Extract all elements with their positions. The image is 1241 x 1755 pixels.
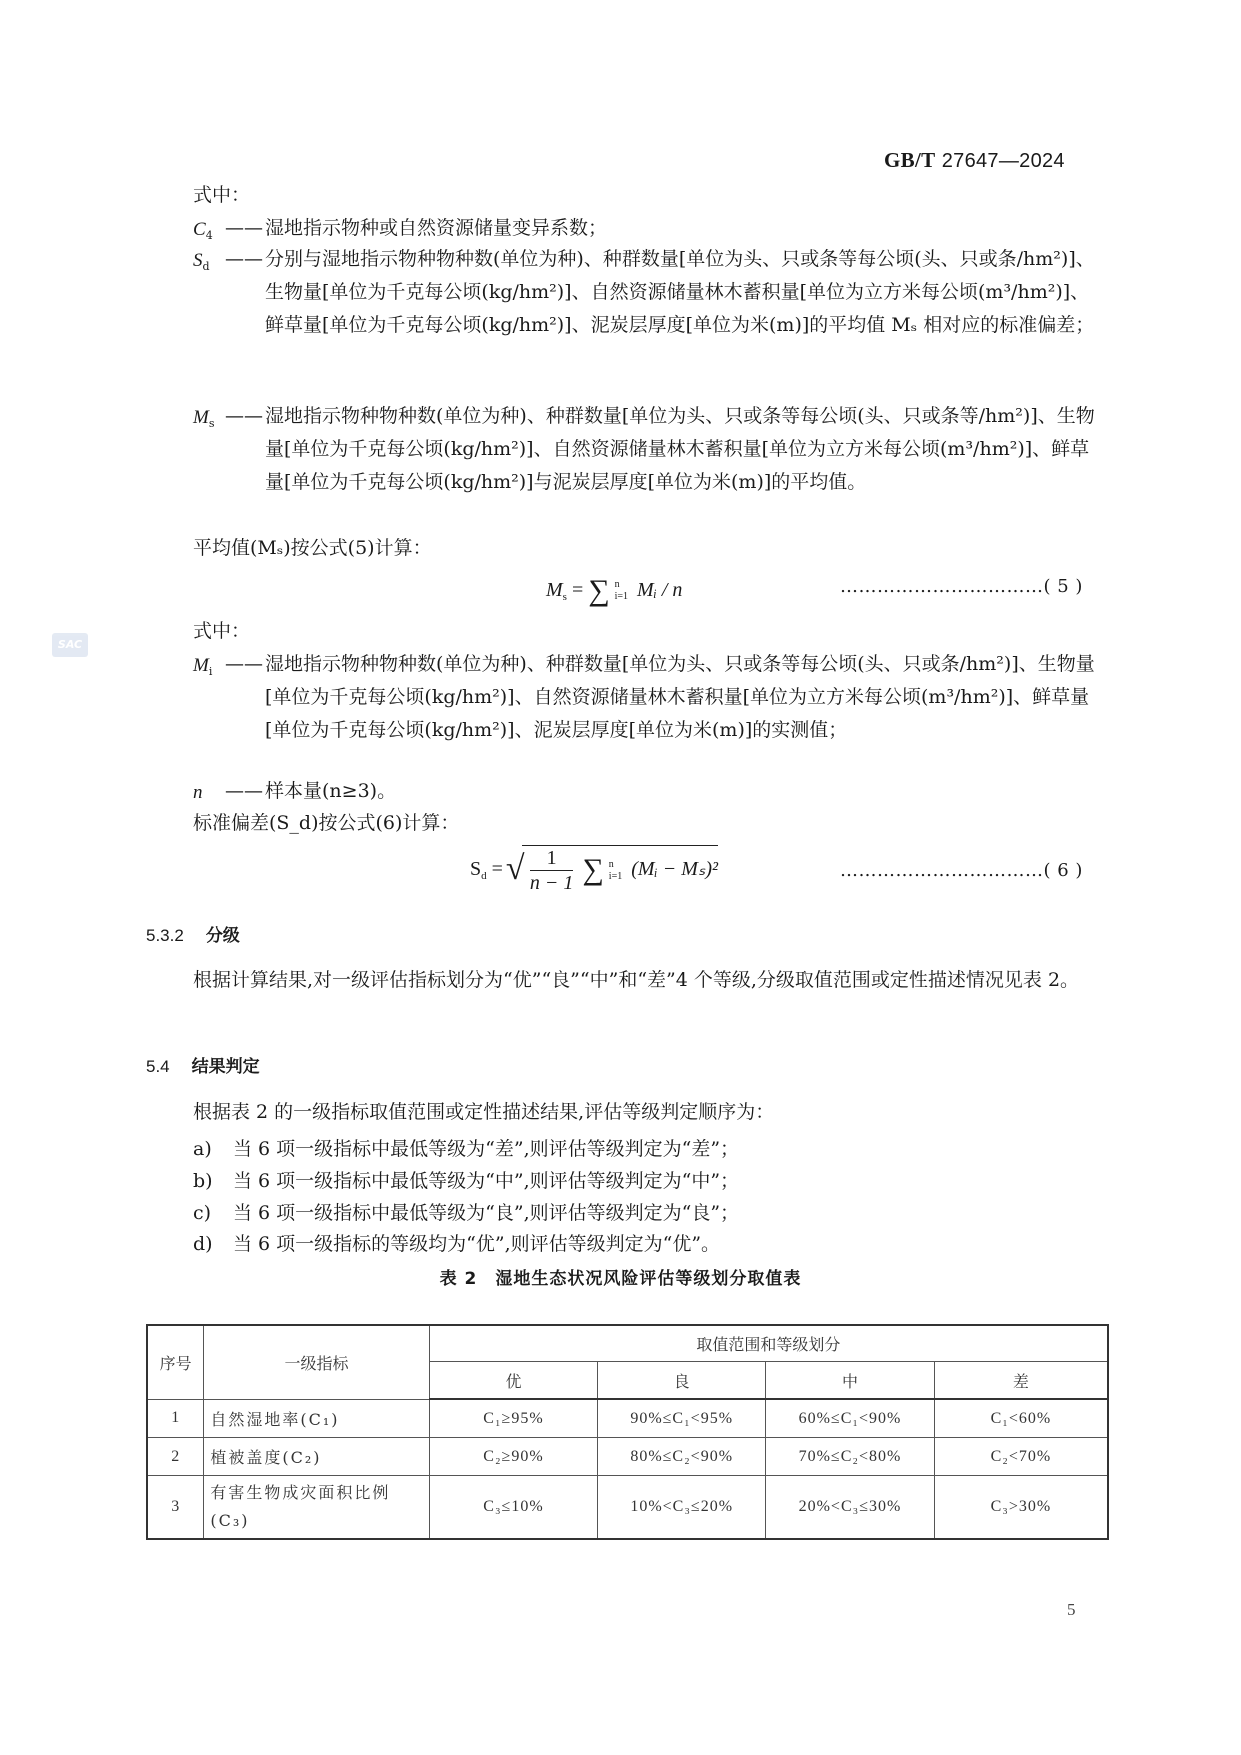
list-item: b) 当 6 项一级指标中最低等级为“中”,则评估等级判定为“中”； bbox=[193, 1170, 740, 1192]
formula-6: $S_d$ = √ $\frac{1}{n - 1}$ ∑ n i=1 (Mᵢ − Mₛ)² bbox=[470, 847, 718, 894]
list-item: c) 当 6 项一级指标中最低等级为“良”,则评估等级判定为“良”； bbox=[193, 1202, 740, 1224]
header-grade-poor: 差 bbox=[934, 1362, 1108, 1400]
row-seq: 2 bbox=[147, 1438, 204, 1476]
row-indicator: 有害生物成灾面积比例(C₃) bbox=[204, 1476, 429, 1540]
standard-number: 27647—2024 bbox=[941, 150, 1065, 172]
table-row bbox=[147, 1399, 1108, 1438]
term-sd: $S_d$ bbox=[193, 250, 210, 273]
standard-code bbox=[884, 148, 1065, 173]
definition-c4: —— 湿地指示物种或自然资源储量变异系数； bbox=[225, 217, 608, 239]
cell-medium: 20%<C₃≤30% bbox=[766, 1476, 935, 1540]
cell-poor: C₃>30% bbox=[934, 1476, 1108, 1540]
sqrt-icon: √ $\frac{1}{n - 1}$ ∑ n i=1 (Mᵢ − Mₛ)² bbox=[505, 847, 718, 894]
cell-excellent: C₁≥95% bbox=[429, 1399, 598, 1438]
cell-excellent: C₃≤10% bbox=[429, 1476, 598, 1540]
definition-mi: —— 湿地指示物种物种数(单位为种)、种群数量[单位为头、只或条等每公顷(头、只或条/hm²)]、生物量[单位为千克每公顷(kg/hm²)]、自然资源储量林木蓄积量[单位为立方米每公顷(m³/hm²)]、鲜草量[单位为千克每公顷(kg/hm²)]、泥炭层厚度[单位为米(m)]的实测值； bbox=[225, 653, 1095, 741]
cell-good: 90%≤C₁<95% bbox=[598, 1399, 766, 1438]
standard-prefix: GB/T bbox=[884, 148, 936, 172]
formula-5-intro: 平均值(Mₛ)按公式(5)计算： bbox=[193, 537, 432, 559]
header-range-group: 取值范围和等级划分 bbox=[429, 1325, 1108, 1362]
list-item: a) 当 6 项一级指标中最低等级为“差”,则评估等级判定为“差”； bbox=[193, 1138, 740, 1160]
section-heading-5-3-2: 5.3.2 分级 bbox=[146, 926, 240, 946]
term-c4: $C_4$ bbox=[193, 219, 213, 242]
equation-number-5: ……………………………( 5 ) bbox=[840, 576, 1083, 597]
section-heading-5-4: 5.4 结果判定 bbox=[146, 1057, 260, 1077]
page-number: 5 bbox=[1067, 1600, 1076, 1619]
where-label-2: 式中： bbox=[193, 620, 251, 642]
cell-poor: C₂<70% bbox=[934, 1438, 1108, 1476]
definition-ms: —— 湿地指示物种物种数(单位为种)、种群数量[单位为头、只或条等每公顷(头、只或条等/hm²)]、生物量[单位为千克每公顷(kg/hm²)]、自然资源储量林木蓄积量[单位为立方米每公顷(m³/hm²)]、鲜草量[单位为千克每公顷(kg/hm²)]与泥炭层厚度[单位为米(m)]的平均值。 bbox=[225, 405, 1095, 493]
cell-poor: C₁<60% bbox=[934, 1399, 1108, 1438]
table-row bbox=[147, 1476, 1108, 1540]
sigma-icon: ∑ bbox=[582, 853, 604, 887]
definition-sd: —— 分别与湿地指示物种物种数(单位为种)、种群数量[单位为头、只或条等每公顷(头、只或条/hm²)]、生物量[单位为千克每公顷(kg/hm²)]、自然资源储量林木蓄积量[单位为立方米每公顷(m³/hm²)]、鲜草量[单位为千克每公顷(kg/hm²)]、泥炭层厚度[单位为米(m)]的平均值 Mₛ 相对应的标准偏差； bbox=[225, 248, 1095, 336]
grade-table bbox=[146, 1324, 1109, 1540]
row-indicator: 植被盖度(C₂) bbox=[204, 1438, 429, 1476]
cell-medium: 60%≤C₁<90% bbox=[766, 1399, 935, 1438]
header-seq: 序号 bbox=[147, 1325, 204, 1399]
definition-n: —— 样本量(n≥3)。 bbox=[225, 780, 397, 802]
header-grade-excellent: 优 bbox=[429, 1362, 598, 1400]
formula-6-intro: 标准偏差(S_d)按公式(6)计算： bbox=[193, 812, 460, 834]
term-mi: $M_i$ bbox=[193, 655, 213, 678]
cell-good: 80%≤C₂<90% bbox=[598, 1438, 766, 1476]
cell-medium: 70%≤C₂<80% bbox=[766, 1438, 935, 1476]
term-n: n bbox=[193, 782, 203, 803]
header-indicator: 一级指标 bbox=[204, 1325, 429, 1399]
cell-excellent: C₂≥90% bbox=[429, 1438, 598, 1476]
table-caption: 表 2 湿地生态状况风险评估等级划分取值表 bbox=[439, 1269, 802, 1289]
row-seq: 3 bbox=[147, 1476, 204, 1540]
sac-logo-icon: SAC bbox=[52, 633, 88, 657]
row-seq: 1 bbox=[147, 1399, 204, 1438]
equation-number-6: ……………………………( 6 ) bbox=[840, 860, 1083, 881]
section-5-3-2-paragraph: 根据计算结果,对一级评估指标划分为“优”“良”“中”和“差”4 个等级,分级取值范围或定性描述情况见表 2。 bbox=[193, 969, 1080, 991]
section-5-4-paragraph: 根据表 2 的一级指标取值范围或定性描述结果,评估等级判定顺序为： bbox=[193, 1101, 775, 1123]
table-row bbox=[147, 1438, 1108, 1476]
cell-good: 10%<C₃≤20% bbox=[598, 1476, 766, 1540]
header-grade-medium: 中 bbox=[766, 1362, 935, 1400]
sigma-icon: ∑ bbox=[588, 574, 610, 607]
formula-5: $M_s$ = ∑ n i=1 Mᵢ / n bbox=[546, 574, 683, 607]
row-indicator: 自然湿地率(C₁) bbox=[204, 1399, 429, 1438]
table-header-row bbox=[147, 1325, 1108, 1362]
where-label-1: 式中： bbox=[193, 184, 251, 206]
term-ms: $M_s$ bbox=[193, 407, 215, 430]
list-item: d) 当 6 项一级指标的等级均为“优”,则评估等级判定为“优”。 bbox=[193, 1233, 721, 1255]
header-grade-good: 良 bbox=[598, 1362, 766, 1400]
